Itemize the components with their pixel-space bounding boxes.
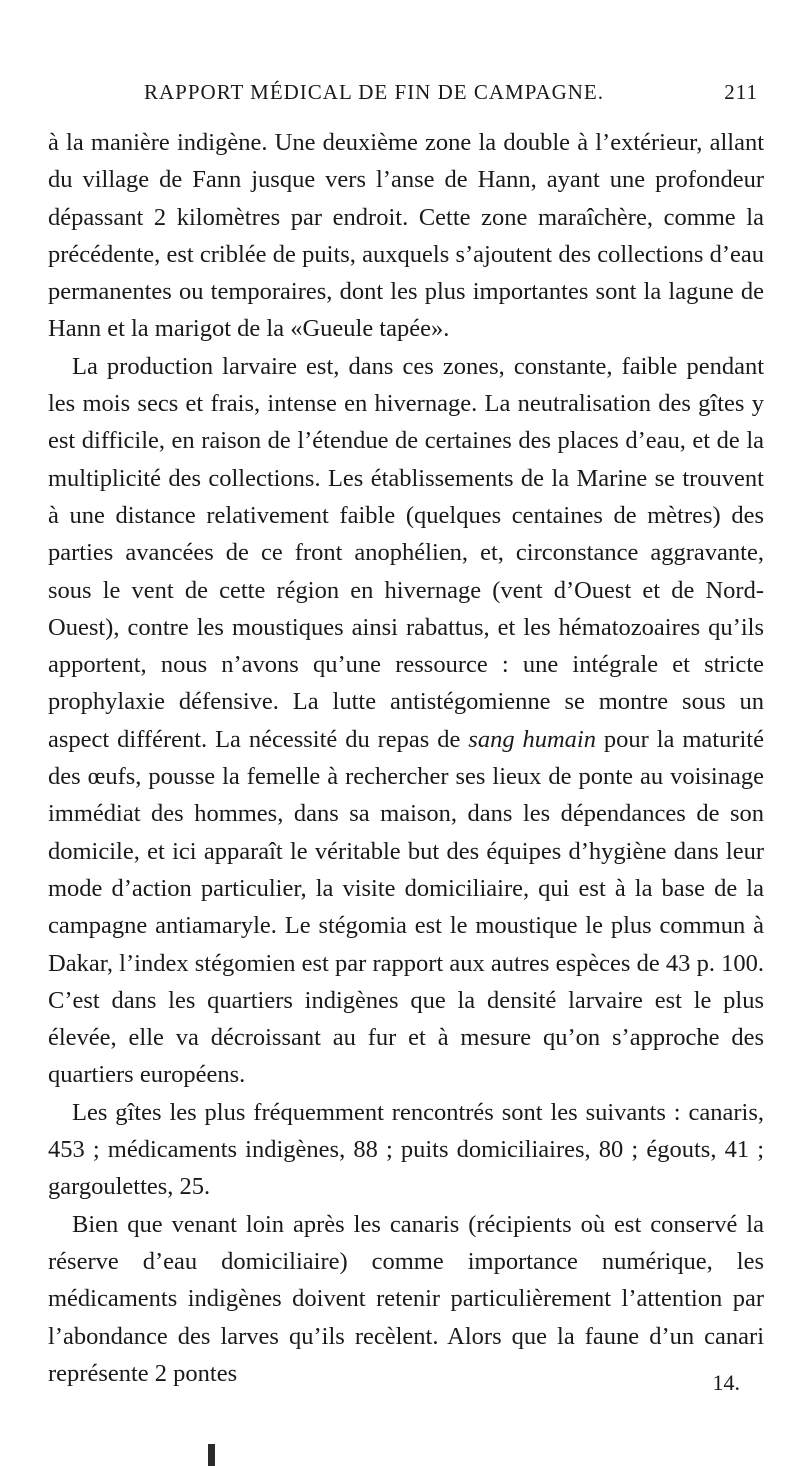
emphasis-sang-humain: sang humain [468,725,596,753]
page-number: 211 [724,80,758,104]
running-header [48,80,764,116]
body-text [48,124,764,1392]
signature-mark: 14. [712,1370,740,1395]
running-title: RAPPORT MÉDICAL DE FIN DE CAMPAGNE. [144,80,605,104]
paragraph-4: Bien que venant loin après les canaris (récipients où est conservé la réserve d’eau domiciliaire) comme importance numérique, les médicaments indigènes doivent retenir particulièrement l’attention par l’abondance des larves qu’ils recèlent. Alors que la faune d’un canari représente 2 pontes [48,1210,764,1387]
paragraph-3: Les gîtes les plus fréquemment rencontrés sont les suivants : canaris, 453 ; médicaments indigènes, 88 ; puits domiciliaires, 80 ; égouts, 41 ; gargoulettes, 25. [48,1098,764,1201]
scan-artifact [208,1444,215,1466]
paragraph-2-text-a: La production larvaire est, dans ces zones, constante, faible pendant les mois secs et frais, intense en hivernage. La neutralisation des gîtes y est difficile, en raison de l’étendue de certaines des places d’eau, et de la multiplicité des collections. Les établissements de la Marine se trouvent à une distance relativement faible (quelques centaines de mètres) des parties avancées de ce front anophélien, et, circonstance aggravante, sous le vent de cette région en hivernage (vent d’Ouest et de Nord-Ouest), contre les moustiques ainsi rabattus, et les hématozoaires qu’ils apportent, nous n’avons qu’une ressource : une intégrale et stricte prophylaxie défensive. La lutte antistégomienne se montre sous un aspect différent. La nécessité du repas de [48,352,764,753]
paragraph-2 [48,348,764,1094]
paragraph-1: à la manière indigène. Une deuxième zone la double à l’extérieur, allant du village de Fann jusque vers l’anse de Hann, ayant une profondeur dépassant 2 kilomètres par endroit. Cette zone maraîchère, comme la précédente, est criblée de puits, auxquels s’ajoutent des collections d’eau permanentes ou temporaires, dont les plus importantes sont la lagune de Hann et la marigot de la «Gueule tapée». [48,129,764,343]
paragraph-2-text-b: pour la maturité des œufs, pousse la femelle à rechercher ses lieux de ponte au voisinage immédiat des hommes, dans sa maison, dans les dépendances de son domicile, et ici apparaît le véritable but des équipes d’hygiène dans leur mode d’action particulier, la visite domiciliaire, qui est à la base de la campagne antiamaryle. Le stégomia est le moustique le plus commun à Dakar, l’index stégomien est par rapport aux autres espèces de 43 p. 100. C’est dans les quartiers indigènes que la densité larvaire est le plus élevée, elle va décroissant au fur et à mesure qu’on s’approche des quartiers européens. [48,725,764,1089]
document-page [48,72,764,1402]
